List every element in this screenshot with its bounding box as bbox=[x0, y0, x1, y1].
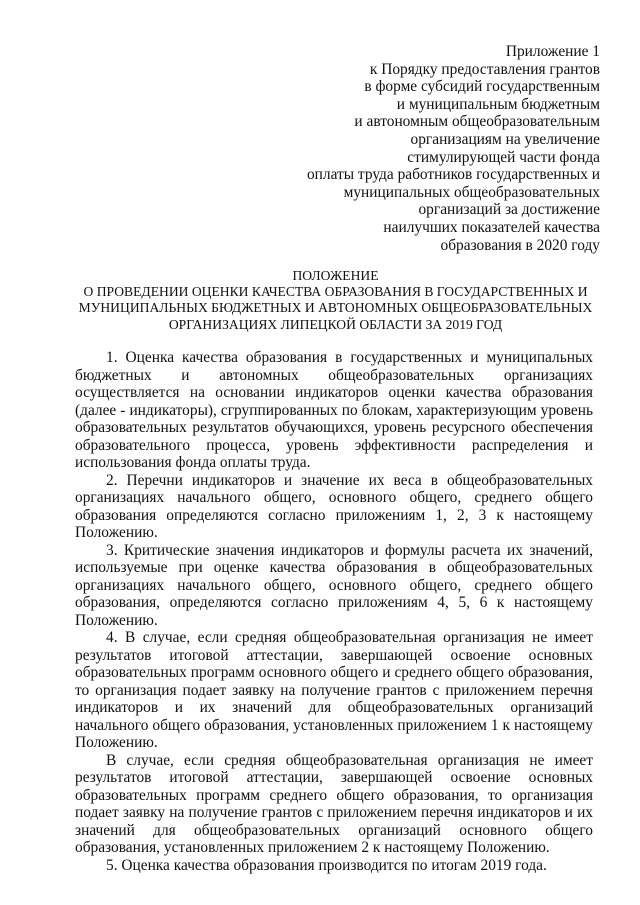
appendix-header bbox=[240, 43, 600, 254]
document-title bbox=[78, 268, 593, 333]
paragraph-1: 1. Оценка качества образования в государственных и муниципальных бюджетных и автономных общеобразовательных организациях осуществляется на основании индикаторов оценки качества образования (далее - индикаторы), сгруппированных по блокам, характеризующим уровень образовательных результатов обучающихся, уровень ресурсного обеспечения образовательного процесса, уровень эффективности распределения и использования фонда оплаты труда. bbox=[75, 349, 593, 471]
paragraph-4: 4. В случае, если средняя общеобразовательная организация не имеет результатов итоговой аттестации, завершающей освоение основных образовательных программ основного общего и среднего общего образования, то организация подает заявку на получение грантов с приложением перечня индикаторов и их значений для общеобразовательных организаций начального общего образования, установленных приложением 1 к настоящему Положению. bbox=[75, 629, 593, 751]
appendix-header-line: к Порядку предоставления грантов bbox=[369, 60, 600, 78]
appendix-header-line: наилучших показателей качества bbox=[383, 218, 600, 236]
appendix-header-line: оплаты труда работников государственных и bbox=[306, 166, 600, 184]
appendix-header-line: и автономным общеобразовательным bbox=[354, 113, 600, 131]
appendix-header-line: организациям на увеличение bbox=[410, 130, 600, 148]
paragraph-4-continued: В случае, если средняя общеобразовательная организация не имеет результатов итоговой аттестации, завершающей освоение основных образовательных программ среднего общего образования, то организация подает заявку на получение грантов с приложением перечня индикаторов и их значений для общеобразовательных организаций основного общего образования, установленных приложением 2 к настоящему Положению. bbox=[75, 751, 593, 856]
document-body bbox=[75, 349, 593, 874]
appendix-header-line: муниципальных общеобразовательных bbox=[343, 183, 600, 201]
paragraph-3: 3. Критические значения индикаторов и формулы расчета их значений, используемые при оценке качества образования в общеобразовательных организациях начального общего, основного общего, среднего общего образования, определяются согласно приложениям 4, 5, 6 к настоящему Положению. bbox=[75, 541, 593, 629]
appendix-header-line: и муниципальным бюджетным bbox=[396, 95, 600, 113]
title-line: О ПРОВЕДЕНИИ ОЦЕНКИ КАЧЕСТВА ОБРАЗОВАНИЯ В ГОСУДАРСТВЕННЫХ И bbox=[83, 284, 588, 300]
title-line: ОРГАНИЗАЦИЯХ ЛИПЕЦКОЙ ОБЛАСТИ ЗА 2019 ГОД bbox=[168, 316, 503, 332]
appendix-header-line: образования в 2020 году bbox=[440, 236, 600, 254]
paragraph-5: 5. Оценка качества образования производится по итогам 2019 года. bbox=[106, 856, 547, 874]
title-line: МУНИЦИПАЛЬНЫХ БЮДЖЕТНЫХ И АВТОНОМНЫХ ОБЩЕОБРАЗОВАТЕЛЬНЫХ bbox=[78, 300, 593, 316]
appendix-header-line: в форме субсидий государственным bbox=[364, 78, 600, 96]
paragraph-2: 2. Перечни индикаторов и значение их веса в общеобразовательных организациях начального общего, основного общего, среднего общего образования определяются согласно приложениям 1, 2, 3 к настоящему Положению. bbox=[75, 471, 593, 541]
appendix-header-line: стимулирующей части фонда bbox=[407, 148, 600, 166]
appendix-header-line: организаций за достижение bbox=[418, 201, 600, 219]
title-line: ПОЛОЖЕНИЕ bbox=[292, 268, 379, 283]
appendix-header-line: Приложение 1 bbox=[505, 43, 600, 60]
